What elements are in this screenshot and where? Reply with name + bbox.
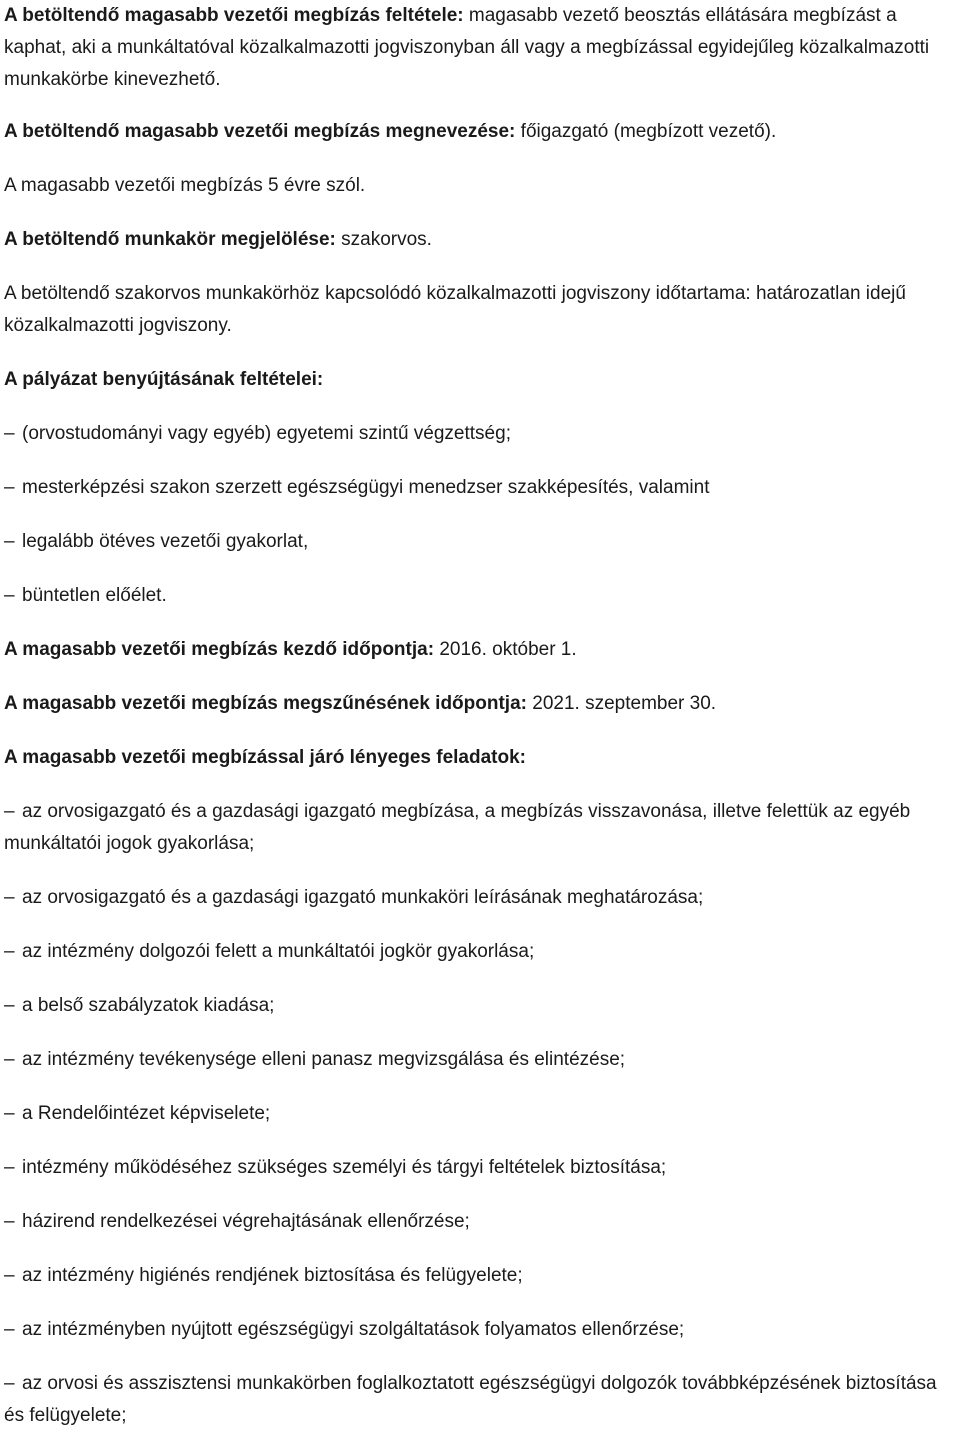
task-text: az intézmény dolgozói felett a munkáltatói jogkör gyakorlása;: [22, 941, 535, 962]
paragraph-appointment-title: [4, 116, 954, 148]
condition-item: [4, 580, 954, 612]
dash-marker: –: [4, 801, 15, 822]
condition-item: [4, 418, 954, 450]
dash-marker: –: [4, 887, 15, 908]
paragraph-end-date: [4, 688, 954, 720]
dash-marker: –: [4, 995, 15, 1016]
paragraph-main-tasks: [4, 742, 954, 774]
condition-text: legalább ötéves vezetői gyakorlat,: [22, 531, 309, 552]
paragraph-appointment-duration: [4, 170, 954, 202]
dash-marker: –: [4, 423, 15, 444]
task-text: az intézményben nyújtott egészségügyi szolgáltatások folyamatos ellenőrzése;: [22, 1319, 685, 1340]
task-item: [4, 796, 954, 860]
appointment-condition-label: A betöltendő magasabb vezetői megbízás feltétele:: [4, 5, 464, 26]
dash-marker: –: [4, 1265, 15, 1286]
task-item: [4, 1260, 954, 1292]
task-item: [4, 1044, 954, 1076]
condition-text: (orvostudományi vagy egyéb) egyetemi szintű végzettség;: [22, 423, 511, 444]
task-text: házirend rendelkezései végrehajtásának ellenőrzése;: [22, 1211, 470, 1232]
appointment-condition-text: magasabb vezető beosztás ellátására megbízást a kaphat, aki a munkáltatóval közalkalmazotti jogviszonyban áll vagy a megbízással egyidejűleg közalkalmazotti munkakörbe kinevezhető.: [4, 5, 930, 90]
position-label: A betöltendő munkakör megjelölése:: [4, 229, 336, 250]
task-item: [4, 1152, 954, 1184]
task-item: [4, 1206, 954, 1238]
appointment-title-text: főigazgató (megbízott vezető).: [515, 121, 777, 142]
dash-marker: –: [4, 585, 15, 606]
appointment-duration-text: A magasabb vezetői megbízás 5 évre szól.: [4, 175, 366, 196]
task-text: az orvosi és asszisztensi munkakörben foglalkoztatott egészségügyi dolgozók továbbképzésének biztosítása és felügyelete;: [4, 1373, 937, 1426]
task-item: [4, 990, 954, 1022]
dash-marker: –: [4, 1157, 15, 1178]
task-text: intézmény működéséhez szükséges személyi és tárgyi feltételek biztosítása;: [22, 1157, 667, 1178]
paragraph-start-date: [4, 634, 954, 666]
task-text: az intézmény higiénés rendjének biztosítása és felügyelete;: [22, 1265, 523, 1286]
dash-marker: –: [4, 477, 15, 498]
task-text: az orvosigazgató és a gazdasági igazgató munkaköri leírásának meghatározása;: [22, 887, 704, 908]
paragraph-employment-duration: [4, 278, 954, 342]
dash-marker: –: [4, 1319, 15, 1340]
dash-marker: –: [4, 1211, 15, 1232]
condition-text: mesterképzési szakon szerzett egészségügyi menedzser szakképesítés, valamint: [22, 477, 710, 498]
dash-marker: –: [4, 531, 15, 552]
position-text: szakorvos.: [335, 229, 432, 250]
paragraph-position: [4, 224, 954, 256]
dash-marker: –: [4, 1049, 15, 1070]
task-item: [4, 882, 954, 914]
paragraph-appointment-condition: [4, 0, 954, 96]
appointment-title-label: A betöltendő magasabb vezetői megbízás megnevezése:: [4, 121, 516, 142]
task-text: az intézmény tevékenysége elleni panasz megvizsgálása és elintézése;: [22, 1049, 626, 1070]
task-text: a belső szabályzatok kiadása;: [22, 995, 275, 1016]
task-item: [4, 1098, 954, 1130]
condition-item: [4, 526, 954, 558]
dash-marker: –: [4, 1373, 15, 1394]
end-date-text: 2021. szeptember 30.: [526, 693, 717, 714]
dash-marker: –: [4, 941, 15, 962]
task-item: [4, 1314, 954, 1346]
start-date-label: A magasabb vezetői megbízás kezdő időpontja:: [4, 639, 435, 660]
main-tasks-label: A magasabb vezetői megbízással járó lényeges feladatok:: [4, 747, 526, 768]
dash-marker: –: [4, 1103, 15, 1124]
start-date-text: 2016. október 1.: [434, 639, 577, 660]
condition-text: büntetlen előélet.: [22, 585, 167, 606]
paragraph-application-conditions: [4, 364, 954, 396]
application-conditions-label: A pályázat benyújtásának feltételei:: [4, 369, 324, 390]
end-date-label: A magasabb vezetői megbízás megszűnésének időpontja:: [4, 693, 527, 714]
condition-item: [4, 472, 954, 504]
task-item: [4, 936, 954, 968]
task-text: az orvosigazgató és a gazdasági igazgató megbízása, a megbízás visszavonása, illetve felettük az egyéb munkáltatói jogok gyakorlása;: [4, 801, 911, 854]
task-item: [4, 1368, 954, 1432]
task-text: a Rendelőintézet képviselete;: [22, 1103, 271, 1124]
employment-duration-text: A betöltendő szakorvos munkakörhöz kapcsolódó közalkalmazotti jogviszony időtartama: határozatlan idejű közalkalmazotti jogviszony.: [4, 283, 906, 336]
